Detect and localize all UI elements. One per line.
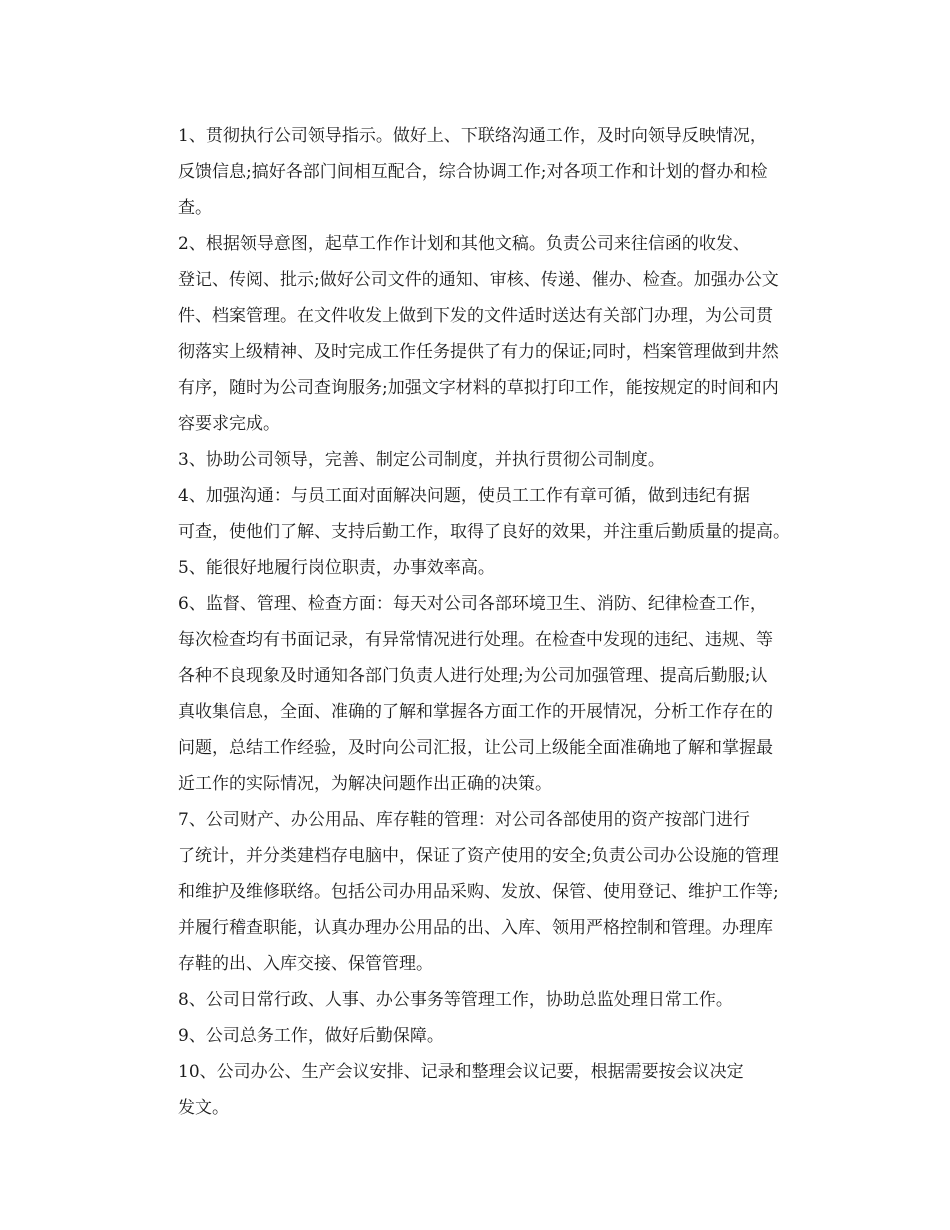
text-line: 6、监督、管理、检查方面：每天对公司各部环境卫生、消防、纪律检查工作， [178,594,767,614]
text-line: 4、加强沟通：与员工面对面解决问题，使员工工作有章可循，做到违纪有据 [178,486,750,506]
text-line: 3、协助公司领导，完善、制定公司制度，并执行贯彻公司制度。 [178,450,665,470]
document-body [142,118,802,1126]
text-line: 有序，随时为公司查询服务;加强文字材料的草拟打印工作，能按规定的时间和内 [178,378,779,398]
text-line: 存鞋的出、入库交接、保管管理。 [178,954,433,974]
text-line: 9、公司总务工作，做好后勤保障。 [178,1026,444,1046]
paragraph-2 [142,226,802,442]
paragraph-3 [142,442,802,478]
text-line: 1、贯彻执行公司领导指示。做好上、下联络沟通工作，及时向领导反映情况， [178,126,767,146]
text-line: 每次检查均有书面记录，有异常情况进行处理。在检查中发现的违纪、违规、等 [178,630,773,650]
text-line: 真收集信息，全面、准确的了解和掌握各方面工作的开展情况，分析工作存在的 [178,702,773,722]
paragraph-4 [142,478,802,550]
paragraph-5 [142,550,802,586]
text-line: 查。 [178,198,212,218]
paragraph-9 [142,1018,802,1054]
text-line: 发文。 [178,1098,229,1118]
text-line: 了统计，并分类建档存电脑中，保证了资产使用的安全;负责公司办公设施的管理 [178,846,779,866]
text-line: 7、公司财产、办公用品、库存鞋的管理：对公司各部使用的资产按部门进行 [178,810,750,830]
text-line: 可查，使他们了解、支持后勤工作，取得了良好的效果，并注重后勤质量的提高。 [178,522,790,542]
text-line: 件、档案管理。在文件收发上做到下发的文件适时送达有关部门办理，为公司贯 [178,306,773,326]
text-line: 问题，总结工作经验，及时向公司汇报，让公司上级能全面准确地了解和掌握最 [178,738,773,758]
text-line: 8、公司日常行政、人事、办公事务等管理工作，协助总监处理日常工作。 [178,990,733,1010]
paragraph-6 [142,586,802,802]
text-line: 反馈信息;搞好各部门间相互配合，综合协调工作;对各项工作和计划的督办和检 [178,162,768,182]
text-line: 10、公司办公、生产会议安排、记录和整理会议记要，根据需要按会议决定 [178,1062,744,1082]
text-line: 2、根据领导意图，起草工作作计划和其他文稿。负责公司来往信函的收发、 [178,234,750,254]
text-line: 登记、传阅、批示;做好公司文件的通知、审核、传递、催办、检查。加强办公文 [178,270,779,290]
paragraph-1 [142,118,802,226]
text-line: 容要求完成。 [178,414,280,434]
paragraph-7 [142,802,802,982]
text-line: 5、能很好地履行岗位职责，办事效率高。 [178,558,495,578]
paragraph-8 [142,982,802,1018]
text-line: 近工作的实际情况，为解决问题作出正确的决策。 [178,774,552,794]
text-line: 和维护及维修联络。包括公司办用品采购、发放、保管、使用登记、维护工作等; [178,882,779,902]
text-line: 彻落实上级精神、及时完成工作任务提供了有力的保证;同时，档案管理做到井然 [178,342,779,362]
text-line: 各种不良现象及时通知各部门负责人进行处理;为公司加强管理、提高后勤服;认 [178,666,768,686]
paragraph-10 [142,1054,802,1126]
text-line: 并履行稽查职能，认真办理办公用品的出、入库、领用严格控制和管理。办理库 [178,918,773,938]
